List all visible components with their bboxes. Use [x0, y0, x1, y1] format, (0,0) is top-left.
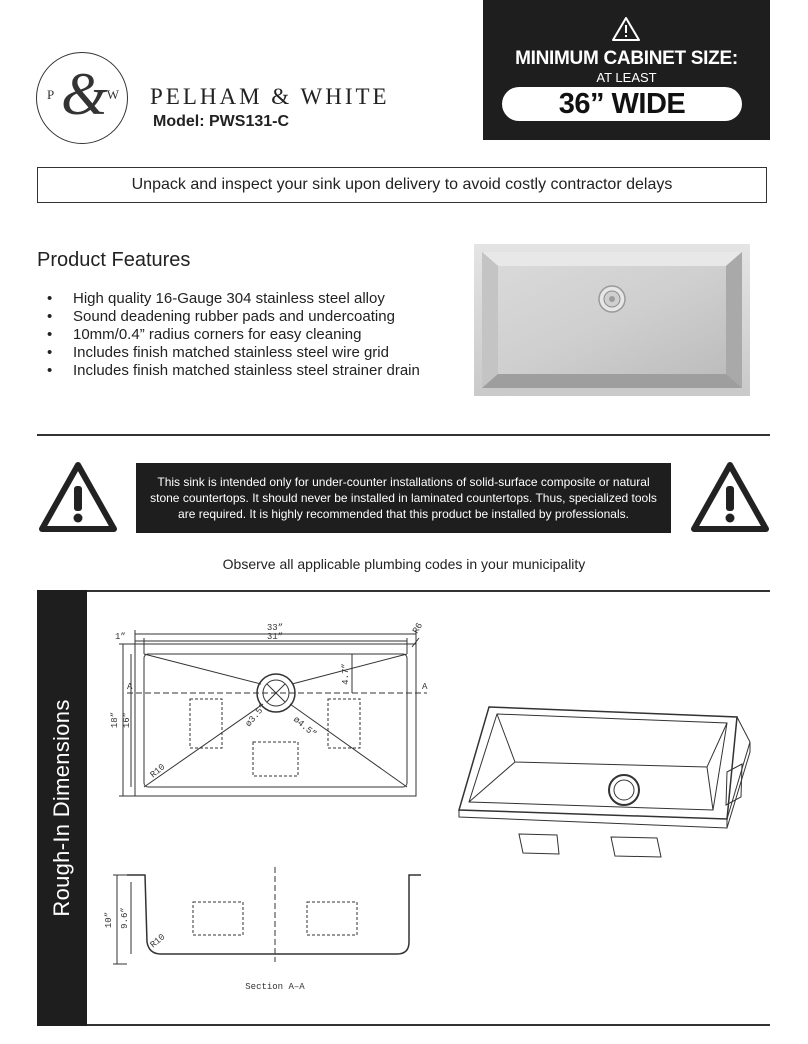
warning-icon	[690, 460, 770, 534]
plumbing-codes-notice: Observe all applicable plumbing codes in your municipality	[222, 556, 586, 572]
list-item: • High quality 16-Gauge 304 stainless steel alloy	[47, 290, 420, 308]
rough-in-drawing	[87, 592, 770, 1022]
cabinet-size-box	[483, 0, 770, 140]
model-number: Model: PWS131-C	[153, 113, 290, 130]
section-marker-left: A	[127, 682, 133, 692]
logo-letter-w: W	[106, 87, 119, 102]
warning-icon	[611, 16, 641, 42]
dim-radius-top: R6	[410, 621, 426, 636]
features-list	[47, 290, 420, 380]
dim-drain-inner: ø3.5”	[243, 701, 269, 729]
dim-inner-width: 31”	[266, 632, 284, 642]
dim-height-inner: 9.6”	[120, 907, 130, 929]
list-item: • Includes finish matched stainless steel strainer drain	[47, 362, 420, 380]
section-label: Section A–A	[245, 982, 305, 992]
features-title: Product Features	[37, 249, 191, 271]
cabinet-size-value: 36” WIDE	[502, 87, 742, 121]
dim-drain-offset: 4.7”	[341, 663, 351, 685]
cabinet-size-title: MINIMUM CABINET SIZE:	[515, 48, 738, 69]
dim-radius-corner: R10	[148, 762, 168, 781]
dim-flange: 1”	[115, 632, 126, 642]
dim-outer-width: 33”	[266, 623, 284, 633]
sink-photo	[474, 244, 750, 396]
rough-in-sidebar	[37, 590, 87, 1026]
brand-name: PELHAM & WHITE	[150, 84, 390, 109]
list-item: • Sound deadening rubber pads and undercoating	[47, 308, 420, 326]
divider	[87, 1024, 770, 1026]
sink-top-outer	[135, 644, 416, 796]
delivery-notice: Unpack and inspect your sink upon delivery to avoid costly contractor delays	[37, 167, 767, 203]
dim-inner-depth: 16”	[122, 711, 132, 729]
dim-height-outer: 10”	[104, 911, 114, 929]
warning-icon	[38, 460, 118, 534]
rough-in-title: Rough-In Dimensions	[49, 699, 74, 917]
list-item: • Includes finish matched stainless steel wire grid	[47, 344, 420, 362]
dim-drain-outer: ø4.5”	[291, 714, 319, 740]
logo-ampersand: &	[61, 61, 108, 127]
divider	[37, 434, 770, 436]
dim-outer-depth: 18”	[110, 711, 120, 729]
cabinet-size-sub: AT LEAST	[596, 70, 657, 85]
dim-section-radius: R10	[148, 932, 168, 951]
installation-warning: This sink is intended only for under-counter installations of solid-surface composite or natural stone countertops. It should never be installed in laminated countertops. Thus, specialized tools are required. It is highly recommended that this product be installed by professionals.	[136, 463, 671, 533]
section-marker-right: A	[422, 682, 428, 692]
logo-letter-p: P	[47, 87, 55, 102]
list-item: • 10mm/0.4” radius corners for easy cleaning	[47, 326, 420, 344]
section-profile	[127, 875, 421, 954]
brand-logo	[36, 52, 128, 144]
